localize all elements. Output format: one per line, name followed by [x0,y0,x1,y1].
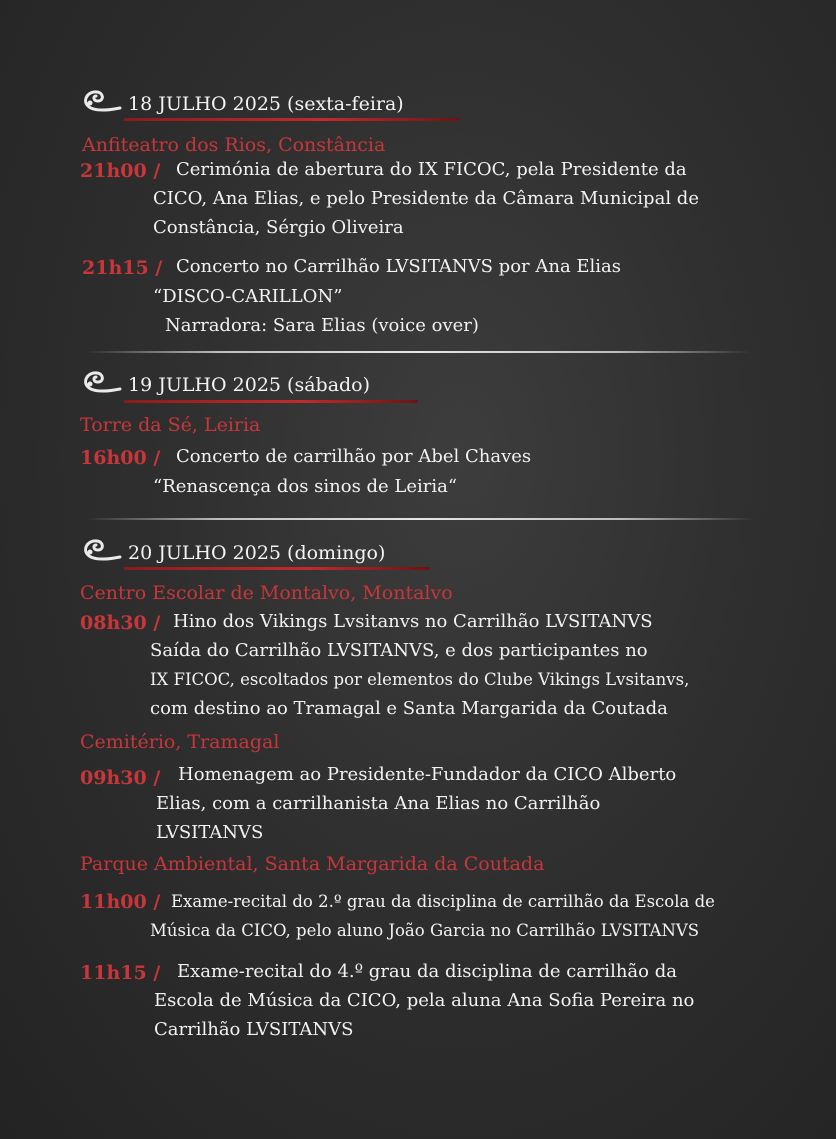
event-line: “Renascença dos sinos de Leiria“ [153,476,458,497]
bell-swirl-icon [80,537,124,568]
section-divider [86,351,750,353]
event-line: IX FICOC, escoltados por elementos do Clube Vikings Lvsitanvs, [150,670,690,689]
event-line: Homenagem ao Presidente-Fundador da CICO Alberto [178,764,677,785]
event-line: LVSITANVS [156,822,264,843]
heading-underline [124,400,418,403]
event-time: 21h00 / [80,160,161,182]
event-time: 21h15 / [82,257,163,279]
event-line: “DISCO-CARILLON” [153,286,343,307]
heading-underline [124,567,430,570]
bell-swirl-icon [80,88,124,119]
event-line: Carrilhão LVSITANVS [154,1019,354,1040]
event-line: Narradora: Sara Elias (voice over) [165,315,479,336]
section-divider [86,518,754,520]
heading-underline [124,118,460,121]
day-heading-text: 19 JULHO 2025 (sábado) [128,374,371,396]
venue-name: Centro Escolar de Montalvo, Montalvo [80,582,453,604]
event-time: 09h30 / [80,767,161,789]
event-line: Música da CICO, pelo aluno João Garcia no Carrilhão LVSITANVS [150,921,700,940]
day-heading [80,88,404,119]
event-line: CICO, Ana Elias, e pelo Presidente da Câmara Municipal de [153,188,699,209]
event-line: Escola de Música da CICO, pela aluna Ana Sofia Pereira no [154,990,695,1011]
day-heading [80,537,385,568]
event-line: com destino ao Tramagal e Santa Margarida da Coutada [150,698,668,719]
event-line: Concerto no Carrilhão LVSITANVS por Ana Elias [176,256,622,277]
event-line: Exame-recital do 2.º grau da disciplina de carrilhão da Escola de [171,892,715,911]
venue-name: Cemitério, Tramagal [80,731,280,753]
event-time: 11h15 / [80,962,161,984]
event-line: Cerimónia de abertura do IX FICOC, pela Presidente da [176,159,687,180]
event-line: Elias, com a carrilhanista Ana Elias no Carrilhão [156,793,601,814]
venue-name: Torre da Sé, Leiria [80,414,261,436]
day-heading [80,369,370,400]
day-heading-text: 18 JULHO 2025 (sexta-feira) [128,93,404,115]
venue-name: Parque Ambiental, Santa Margarida da Coutada [80,853,545,875]
bell-swirl-icon [80,369,124,400]
event-time: 16h00 / [80,447,161,469]
event-line: Concerto de carrilhão por Abel Chaves [176,446,532,467]
day-heading-text: 20 JULHO 2025 (domingo) [128,542,386,564]
event-line: Saída do Carrilhão LVSITANVS, e dos participantes no [150,640,648,661]
venue-name: Anfiteatro dos Rios, Constância [82,134,386,156]
event-line: Exame-recital do 4.º grau da disciplina de carrilhão da [177,961,677,982]
event-time: 08h30 / [80,612,161,634]
event-time: 11h00 / [80,891,161,913]
event-line: Constância, Sérgio Oliveira [153,217,404,238]
event-line: Hino dos Vikings Lvsitanvs no Carrilhão LVSITANVS [173,611,653,632]
